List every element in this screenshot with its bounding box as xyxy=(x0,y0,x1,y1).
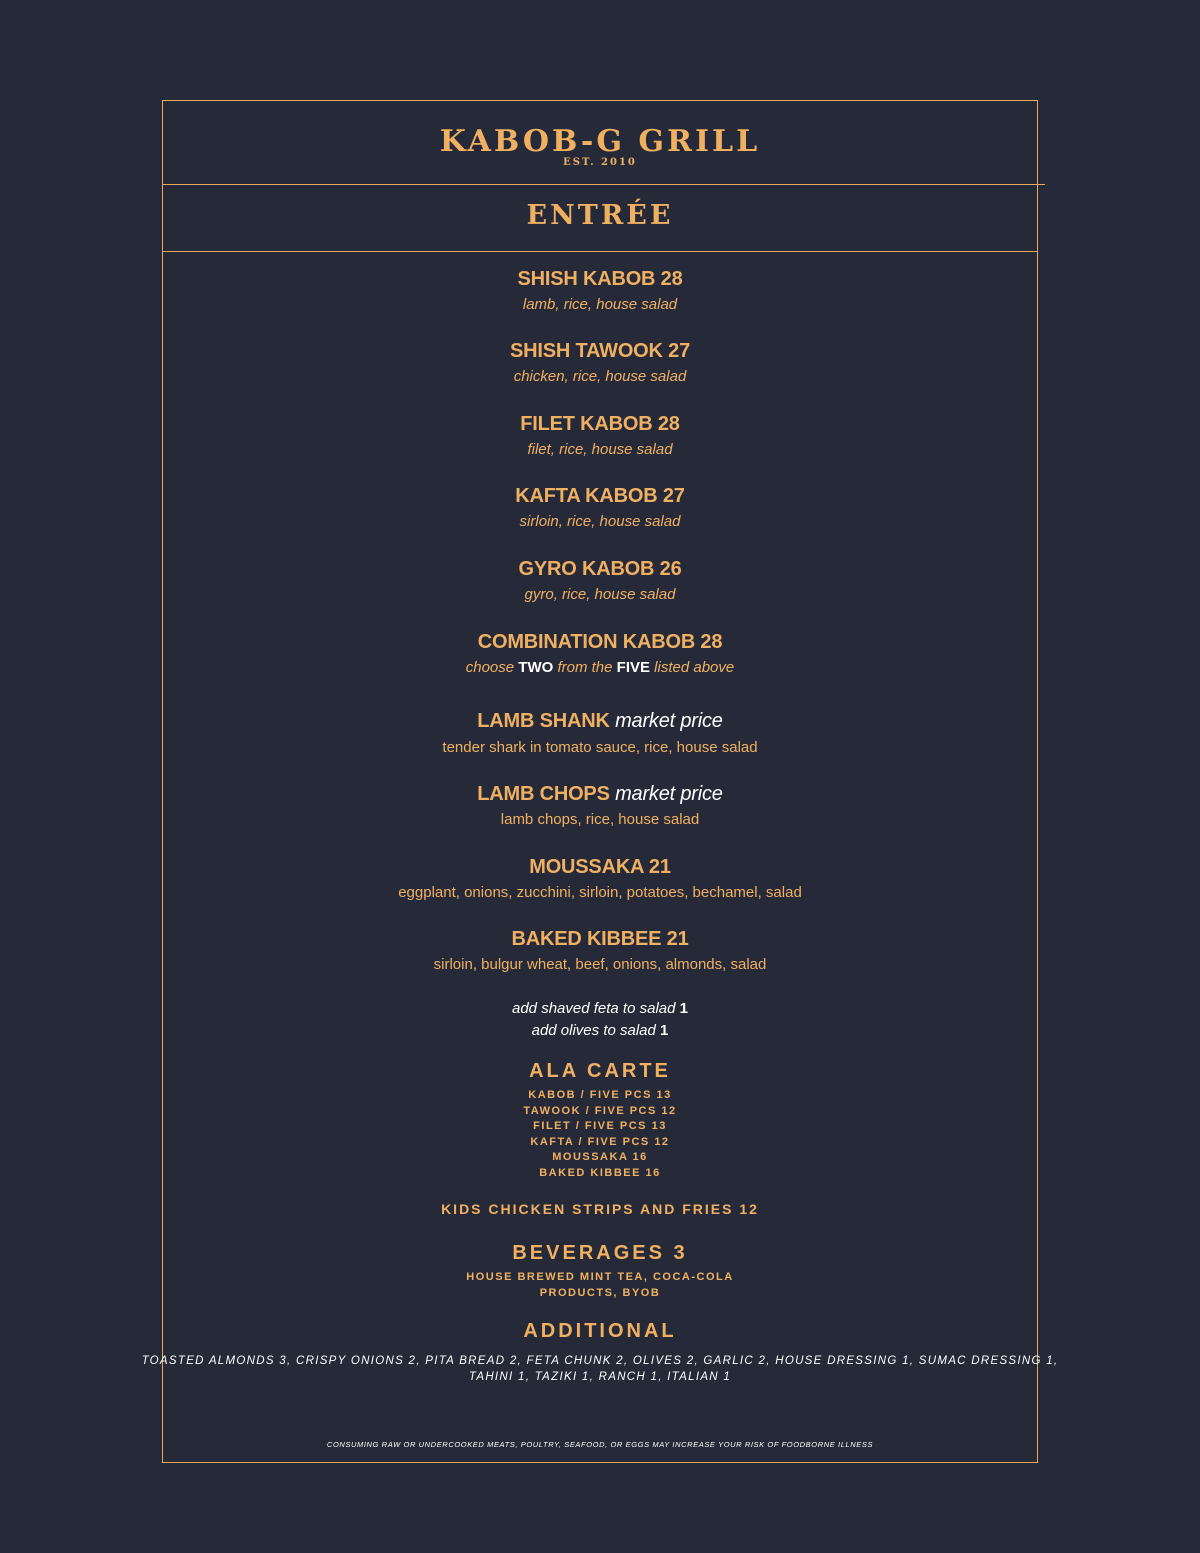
entree-description: tender shark in tomato sauce, rice, house salad xyxy=(442,739,758,756)
entree-description: chicken, rice, house salad xyxy=(513,368,687,385)
entree-description: gyro, rice, house salad xyxy=(524,586,676,603)
entree-description: lamb, rice, house salad xyxy=(522,296,678,313)
section-divider xyxy=(162,251,1038,252)
beverages-line: PRODUCTS, BYOB xyxy=(539,1287,661,1299)
additional-title: ADDITIONAL xyxy=(523,1320,677,1342)
entree-name: BAKED KIBBEE 21 xyxy=(511,928,689,950)
entree-name: MOUSSAKA 21 xyxy=(529,856,671,878)
kids-item: KIDS CHICKEN STRIPS AND FRIES 12 xyxy=(441,1201,759,1217)
ala-carte-item: FILET / FIVE PCS 13 xyxy=(533,1120,667,1133)
ala-carte-item: TAWOOK / FIVE PCS 12 xyxy=(523,1104,677,1117)
additional-line: TAHINI 1, TAZIKI 1, RANCH 1, ITALIAN 1 xyxy=(468,1371,732,1383)
entree-name: GYRO KABOB 26 xyxy=(518,558,682,580)
addon-line xyxy=(0,1000,1200,1017)
combination-text: choose xyxy=(465,659,519,676)
addon-line xyxy=(0,1022,1200,1039)
section-title: ENTRÉE xyxy=(526,200,674,231)
entree-name: SHISH TAWOOK 27 xyxy=(510,340,690,362)
beverages-line: HOUSE BREWED MINT TEA, COCA-COLA xyxy=(466,1271,734,1283)
header-divider xyxy=(162,184,1045,185)
entree-description: lamb chops, rice, house salad xyxy=(500,811,700,828)
entree-name-with-price xyxy=(0,710,1200,733)
combination-description xyxy=(0,659,1200,676)
entree-name-with-price xyxy=(0,783,1200,806)
established-year: EST. 2010 xyxy=(563,157,637,168)
addon-price: 1 xyxy=(679,1000,688,1017)
restaurant-name: KABOB-G GRILL xyxy=(439,124,761,159)
ala-carte-item: BAKED KIBBEE 16 xyxy=(539,1167,661,1179)
entree-name: FILET KABOB 28 xyxy=(520,413,680,435)
addon-price: 1 xyxy=(660,1022,669,1039)
combination-text: listed above xyxy=(650,659,735,676)
entree-name: KAFTA KABOB 27 xyxy=(515,485,685,507)
entree-description: eggplant, onions, zucchini, sirloin, potatoes, bechamel, salad xyxy=(398,884,802,901)
entree-description: sirloin, bulgur wheat, beef, onions, almonds, salad xyxy=(433,956,767,973)
combination-count: TWO xyxy=(518,659,554,676)
ala-carte-item: KABOB / FIVE PCS 13 xyxy=(528,1089,672,1101)
beverages-title: BEVERAGES 3 xyxy=(512,1242,688,1264)
ala-carte-title: ALA CARTE xyxy=(529,1060,671,1082)
entree-description: filet, rice, house salad xyxy=(527,441,673,458)
entree-name: LAMB CHOPS xyxy=(477,783,610,805)
addon-text: add shaved feta to salad xyxy=(512,1000,676,1017)
entree-name: COMBINATION KABOB 28 xyxy=(477,631,723,653)
ala-carte-item: MOUSSAKA 16 xyxy=(552,1151,648,1164)
entree-name: LAMB SHANK xyxy=(477,710,610,732)
additional-line: TOASTED ALMONDS 3, CRISPY ONIONS 2, PITA BREAD 2, FETA CHUNK 2, OLIVES 2, GARLIC 2, HOUSE DRESSING 1, SUMAC DRESSING 1, xyxy=(141,1355,1059,1367)
ala-carte-item: KAFTA / FIVE PCS 12 xyxy=(530,1135,670,1148)
entree-description: sirloin, rice, house salad xyxy=(519,513,681,530)
combination-text: from the xyxy=(553,659,617,676)
foodborne-disclaimer: CONSUMING RAW OR UNDERCOOKED MEATS, POULTRY, SEAFOOD, OR EGGS MAY INCREASE YOUR RISK OF FOODBORNE ILLNESS xyxy=(326,1440,874,1449)
combination-total: FIVE xyxy=(616,659,650,676)
market-price: market price xyxy=(615,783,723,805)
market-price: market price xyxy=(615,710,723,732)
entree-name: SHISH KABOB 28 xyxy=(517,268,683,290)
addon-text: add olives to salad xyxy=(531,1022,656,1039)
